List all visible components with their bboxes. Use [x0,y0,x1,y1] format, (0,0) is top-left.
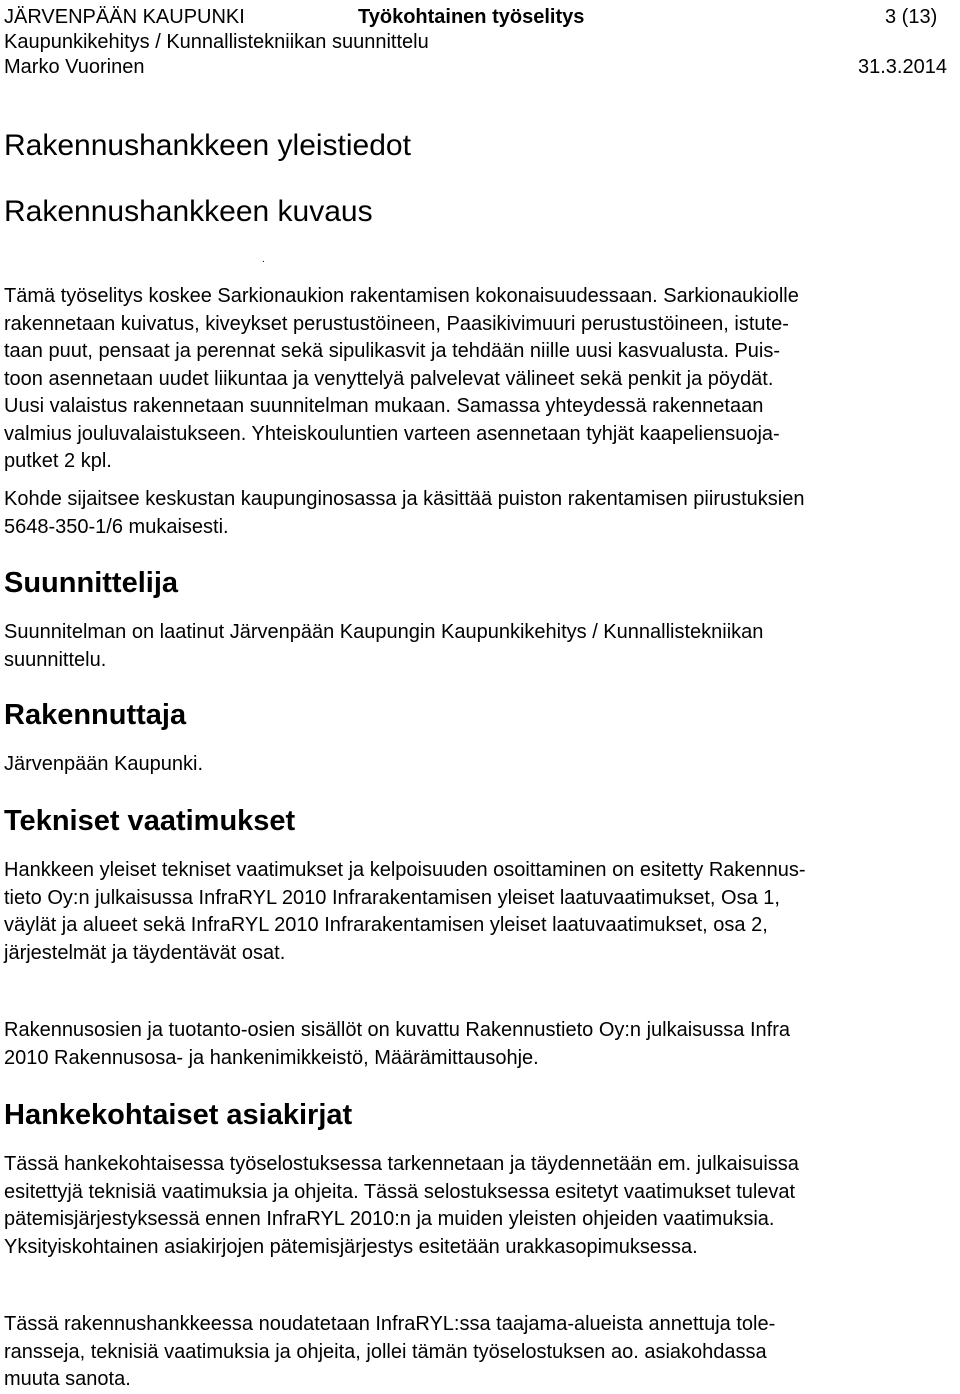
paragraph-project-documents-2 [4,1311,959,1394]
paragraph-description-1 [4,283,959,476]
text-line: suunnittelu. [4,648,107,671]
text-line: Tämä työselitys koskee Sarkionaukion rakentamisen kokonaisuudessaan. Sarkionaukiolle [4,285,799,307]
text-line: Tässä hankekohtaisessa työselostuksessa tarkennetaan ja täydennetään em. julkaisuissa [4,1153,799,1175]
text-line: Hankkeen yleiset tekniset vaatimukset ja kelpoisuuden osoittaminen on esitetty Rakennus- [4,859,806,881]
text-line: esitettyjä teknisiä vaatimuksia ja ohjeita. Tässä selostuksessa esitetyt vaatimukset tulevat [4,1180,796,1203]
paragraph-builder [4,751,959,779]
text-line: pätemisjärjestyksessä ennen InfraRYL 2010:n ja muiden yleisten ohjeiden vaatimuksia. [4,1208,775,1230]
paragraph-technical-1 [4,857,959,967]
header-date: 31.3.2014 [858,56,947,78]
text-line: taan puut, pensaat ja perennat sekä sipulikasvit ja tehdään niille uusi kasvualusta. Puis- [4,340,781,362]
heading-project-documents: Hankekohtaiset asiakirjat [4,1099,353,1131]
text-line: tieto Oy:n julkaisussa InfraRYL 2010 Infrarakentamisen yleiset laatuvaatimukset, Osa 1, [4,886,780,909]
text-line: Kohde sijaitsee keskustan kaupunginosassa ja käsittää puiston rakentamisen piirustuksien [4,488,805,510]
heading-technical: Tekniset vaatimukset [4,805,296,837]
text-line: Rakennusosien ja tuotanto-osien sisällöt on kuvattu Rakennustieto Oy:n julkaisussa Infra [4,1019,791,1041]
heading-builder: Rakennuttaja [4,699,187,731]
text-line: järjestelmät ja täydentävät osat. [4,941,286,964]
header-page-number: 3 (13) [885,6,938,28]
text-line: Yksityiskohtainen asiakirjojen pätemisjärjestys esitetään urakkasopimuksessa. [4,1235,698,1258]
header-doc-title: Työkohtainen työselitys [358,6,585,28]
text-line: rakennetaan kuivatus, kiveykset perustustöineen, Paasikivimuuri perustustöineen, istute- [4,312,789,335]
paragraph-technical-2 [4,1017,959,1072]
paragraph-project-documents-1 [4,1151,959,1261]
header-org: JÄRVENPÄÄN KAUPUNKI [4,6,245,28]
text-line: muuta sanota. [4,1368,131,1390]
text-line: valmius jouluvalaistukseen. Yhteiskouluntien varteen asennetaan tyhjät kaapeliensuoja- [4,422,780,445]
text-line: väylät ja alueet sekä InfraRYL 2010 Infrarakentamisen yleiset laatuvaatimukset, osa 2, [4,914,768,936]
paragraph-designer [4,619,959,674]
header-author: Marko Vuorinen [4,56,145,78]
text-line: 5648-350-1/6 mukaisesti. [4,515,229,538]
text-line: toon asennetaan uudet liikuntaa ja venyttelyä palvelevat välineet sekä penkit ja pöydät. [4,367,774,390]
heading-general: Rakennushankkeen yleistiedot [4,129,411,162]
paragraph-description-2 [4,486,959,541]
text-line: 2010 Rakennusosa- ja hankenimikkeistö, Määrämittausohje. [4,1046,539,1069]
text-line: Uusi valaistus rakennetaan suunnitelman mukaan. Samassa yhteydessä rakennetaan [4,395,764,417]
text-line: ransseja, teknisiä vaatimuksia ja ohjeita, jollei tämän työselostuksen ao. asiakohdassa [4,1340,767,1363]
heading-description: Rakennushankkeen kuvaus [4,195,373,228]
header-department: Kaupunkikehitys / Kunnallistekniikan suunnittelu [4,31,429,53]
text-line: Järvenpään Kaupunki. [4,753,204,775]
text-line: Tässä rakennushankkeessa noudatetaan InfraRYL:ssa taajama-alueista annettuja tole- [4,1313,776,1335]
text-line: Suunnitelman on laatinut Järvenpään Kaupungin Kaupunkikehitys / Kunnallistekniikan [4,621,764,643]
text-line: putket 2 kpl. [4,450,112,472]
heading-designer: Suunnittelija [4,567,178,599]
marker-dot: . [262,254,265,265]
